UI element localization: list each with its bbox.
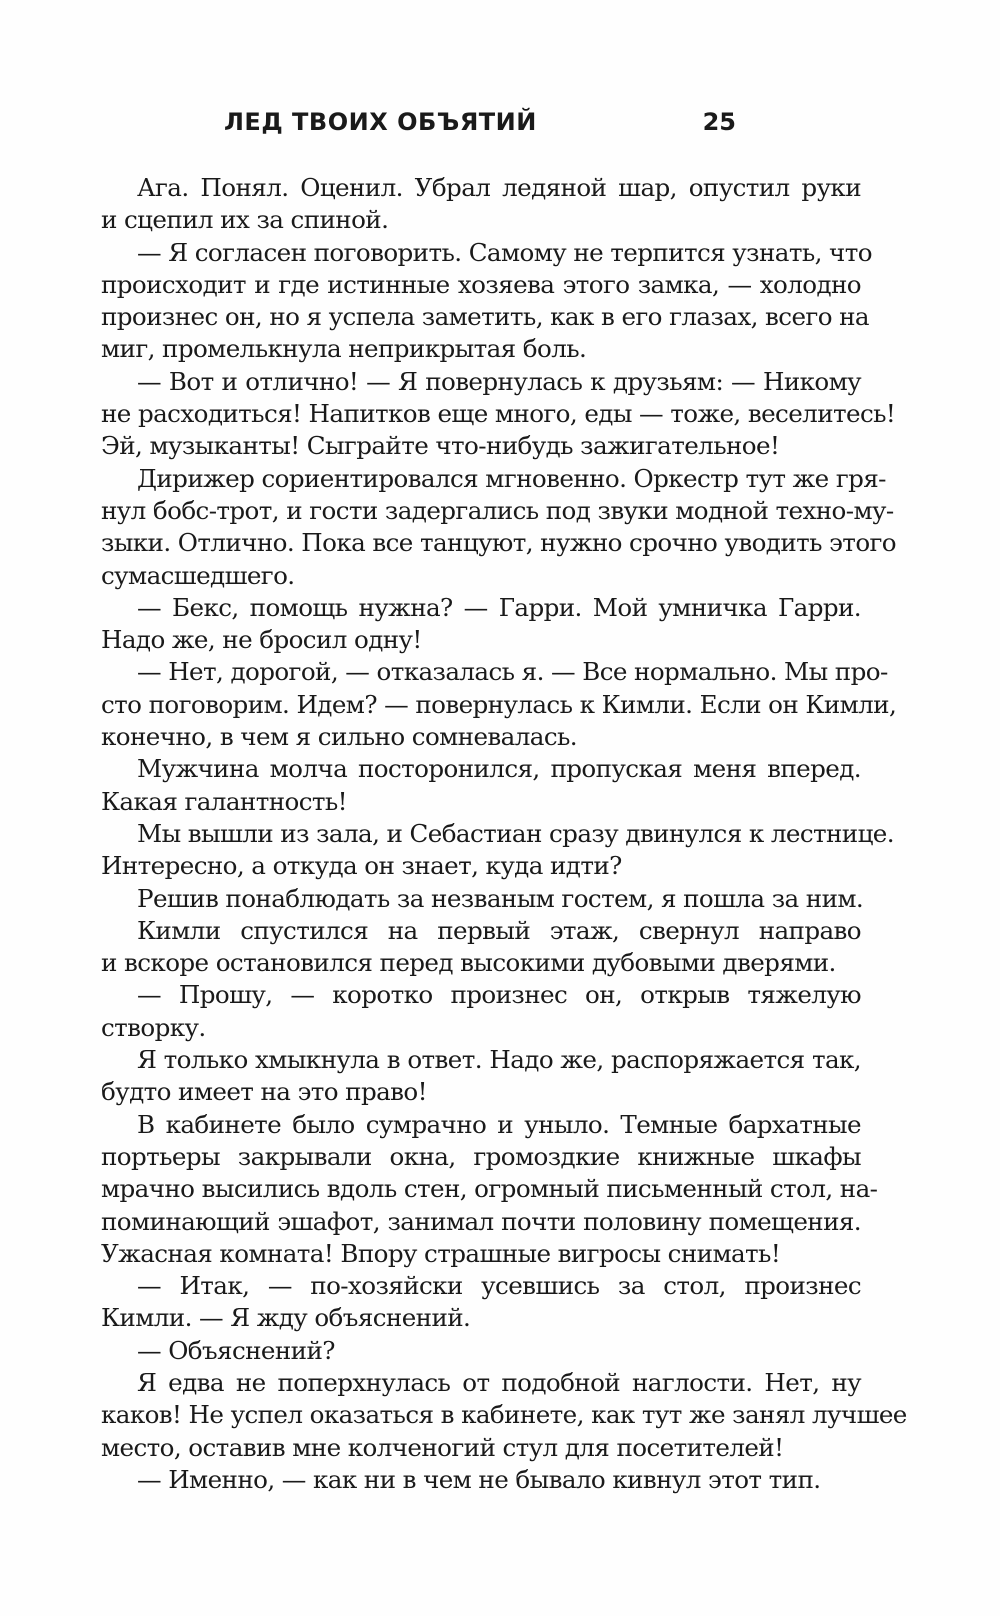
text-line: Интересно, а откуда он знает, куда идти? [101, 851, 622, 881]
text-line: поминающий эшафот, занимал почти половину помещения. [101, 1206, 861, 1236]
text-line: — Именно, — как ни в чем не бывало кивнул этот тип. [137, 1464, 821, 1494]
text-line: — Прошу, — коротко произнес он, открыв тяжелую [137, 980, 861, 1010]
text-line: и сцепил их за спиной. [101, 205, 389, 235]
text-line: конечно, в чем я сильно сомневалась. [101, 722, 578, 752]
text-line: Дирижер сориентировался мгновенно. Оркестр тут же гря- [137, 463, 886, 493]
text-line: Решив понаблюдать за незваным гостем, я пошла за ним. [137, 883, 864, 913]
text-line: Мы вышли из зала, и Себастиан сразу двинулся к лестнице. [137, 818, 894, 848]
text-line: — Вот и отлично! — Я повернулась к друзьям: — Никому [137, 366, 861, 396]
text-line: — Я согласен поговорить. Самому не терпится узнать, что [137, 237, 872, 267]
book-title: ЛЕД ТВОИХ ОБЪЯТИЙ [224, 108, 537, 136]
text-line: Эй, музыканты! Сыграйте что-нибудь зажигательное! [101, 431, 780, 461]
text-line: Ага. Понял. Оценил. Убрал ледяной шар, опустил руки [137, 173, 861, 202]
text-line: Надо же, не бросил одну! [101, 625, 422, 655]
text-line: В кабинете было сумрачно и уныло. Темные бархатные [137, 1109, 861, 1139]
text-line: Кимли. — Я жду объяснений. [101, 1303, 471, 1333]
text-line: происходит и где истинные хозяева этого замка, — холодно [101, 269, 861, 299]
text-line: портьеры закрывали окна, громоздкие книжные шкафы [101, 1141, 861, 1171]
text-line: мрачно высились вдоль стен, огромный письменный стол, на- [101, 1174, 878, 1204]
text-line: место, оставив мне колченогий стул для посетителей! [101, 1432, 784, 1462]
text-line: Я только хмыкнула в ответ. Надо же, распоряжается так, [137, 1045, 861, 1075]
text-line: произнес он, но я успела заметить, как в его глазах, всего на [101, 302, 869, 332]
text-line: Ужасная комната! Впору страшные вигросы снимать! [101, 1238, 781, 1268]
text-line: сто поговорим. Идем? — повернулась к Кимли. Если он Кимли, [101, 689, 897, 719]
text-line: — Бекс, помощь нужна? — Гарри. Мой умничка Гарри. [137, 592, 861, 622]
text-line: Мужчина молча посторонился, пропуская меня вперед. [137, 754, 861, 784]
text-line: миг, промелькнула неприкрытая боль. [101, 334, 587, 364]
running-header [224, 108, 736, 148]
text-line: — Объяснений? [137, 1335, 335, 1365]
text-line: не расходиться! Напитков еще много, еды — тоже, веселитесь! [101, 399, 896, 429]
body-text [101, 172, 907, 1496]
text-line: Я едва не поперхнулась от подобной наглости. Нет, ну [137, 1367, 861, 1397]
page-number: 25 [702, 108, 736, 136]
text-line: створку. [101, 1012, 206, 1042]
text-line: и вскоре остановился перед высокими дубовыми дверями. [101, 948, 836, 978]
text-line: — Итак, — по-хозяйски усевшись за стол, произнес [137, 1271, 861, 1301]
text-line: каков! Не успел оказаться в кабинете, как тут же занял лучшее [101, 1400, 907, 1430]
text-line: нул бобс-трот, и гости задергались под звуки модной техно-му- [101, 495, 894, 525]
text-line: будто имеет на это право! [101, 1077, 427, 1107]
text-line: Какая галантность! [101, 786, 347, 816]
text-line: сумасшедшего. [101, 560, 295, 590]
text-line: Кимли спустился на первый этаж, свернул направо [137, 915, 861, 945]
text-line: — Нет, дорогой, — отказалась я. — Все нормально. Мы про- [137, 657, 888, 687]
text-line: зыки. Отлично. Пока все танцуют, нужно срочно уводить этого [101, 528, 897, 558]
